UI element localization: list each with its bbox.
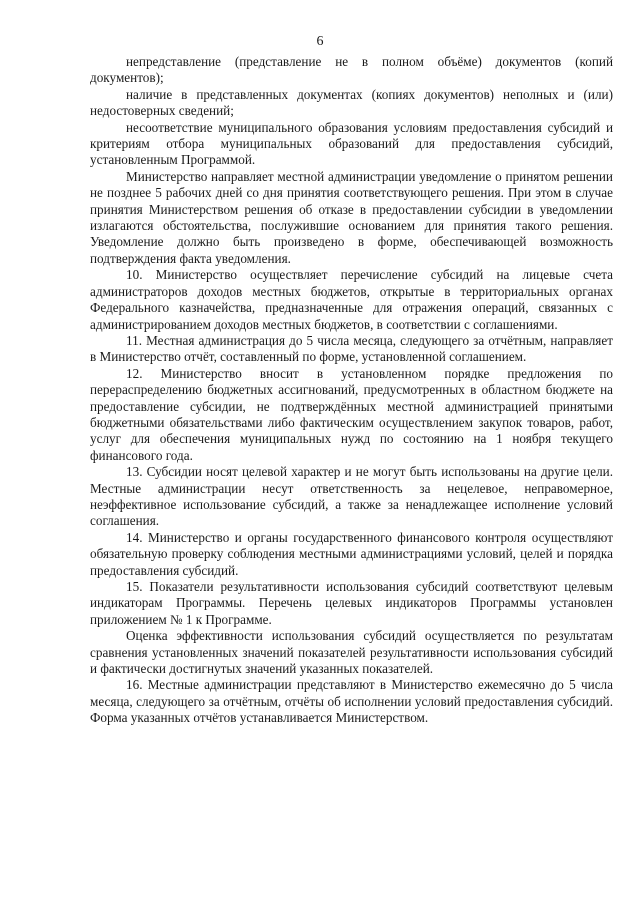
paragraph-1: непредставление (представление не в полном объёме) документов (копий документов);: [90, 54, 613, 86]
document-body: [90, 54, 613, 727]
paragraph-2: наличие в представленных документах (копиях документов) неполных и (или) недостоверных сведений;: [90, 86, 613, 119]
paragraph-11: Оценка эффективности использования субсидий осуществляется по результатам сравнения установленных значений показателей результативности использования субсидий и фактически достигнутых значений указанных показателей.: [90, 628, 613, 677]
paragraph-9: 14. Министерство и органы государственного финансового контроля осуществляют обязательную проверку соблюдения местными администрациями условий, целей и порядка предоставления субсидий.: [90, 529, 613, 578]
paragraph-4: Министерство направляет местной администрации уведомление о принятом решении не позднее 5 рабочих дней со дня принятия соответствующего решения. При этом в случае принятия Министерством решения об отказе в предоставлении субсидии в уведомлении излагаются обстоятельства, послужившие основанием для принятия такого решения. Уведомление должно быть произведено в форме, обеспечивающей возможность подтверждения факта уведомления.: [90, 168, 613, 266]
paragraph-3: несоответствие муниципального образования условиям предоставления субсидий и критериям отбора муниципальных образований для предоставления субсидий, установленным Программой.: [90, 119, 613, 168]
paragraph-12: 16. Местные администрации представляют в Министерство ежемесячно до 5 числа месяца, следующего за отчётным, отчёты об исполнении условий предоставления субсидий. Форма указанных отчётов устанавливается Министерством.: [90, 677, 613, 726]
paragraph-5: 10. Министерство осуществляет перечисление субсидий на лицевые счета администраторов доходов местных бюджетов, открытые в территориальных органах Федерального казначейства, предназначенные для отражения операций, связанных с администрированием доходов местных бюджетов, в соответствии с соглашениями.: [90, 267, 613, 332]
page-number: 6: [316, 34, 324, 49]
paragraph-7: 12. Министерство вносит в установленном порядке предложения по перераспределению бюджетных ассигнований, предусмотренных в областном бюджете на предоставление субсидии, не подтверждённых местной администрацией принятыми бюджетными обязательствами либо фактическим осуществлением закупок товаров, работ, услуг для обеспечения муниципальных нужд по состоянию на 1 ноября текущего финансового года.: [90, 365, 613, 463]
paragraph-6: 11. Местная администрация до 5 числа месяца, следующего за отчётным, направляет в Министерство отчёт, составленный по форме, установленной соглашением.: [90, 332, 613, 365]
paragraph-10: 15. Показатели результативности использования субсидий соответствуют целевым индикаторам Программы. Перечень целевых индикаторов Программы установлен приложением № 1 к Программе.: [90, 579, 613, 627]
paragraph-8: 13. Субсидии носят целевой характер и не могут быть использованы на другие цели. Местные администрации несут ответственность за нецелевое, неправомерное, неэффективное использование субсидий, а также за ненадлежащее исполнение условий соглашения.: [90, 464, 613, 529]
